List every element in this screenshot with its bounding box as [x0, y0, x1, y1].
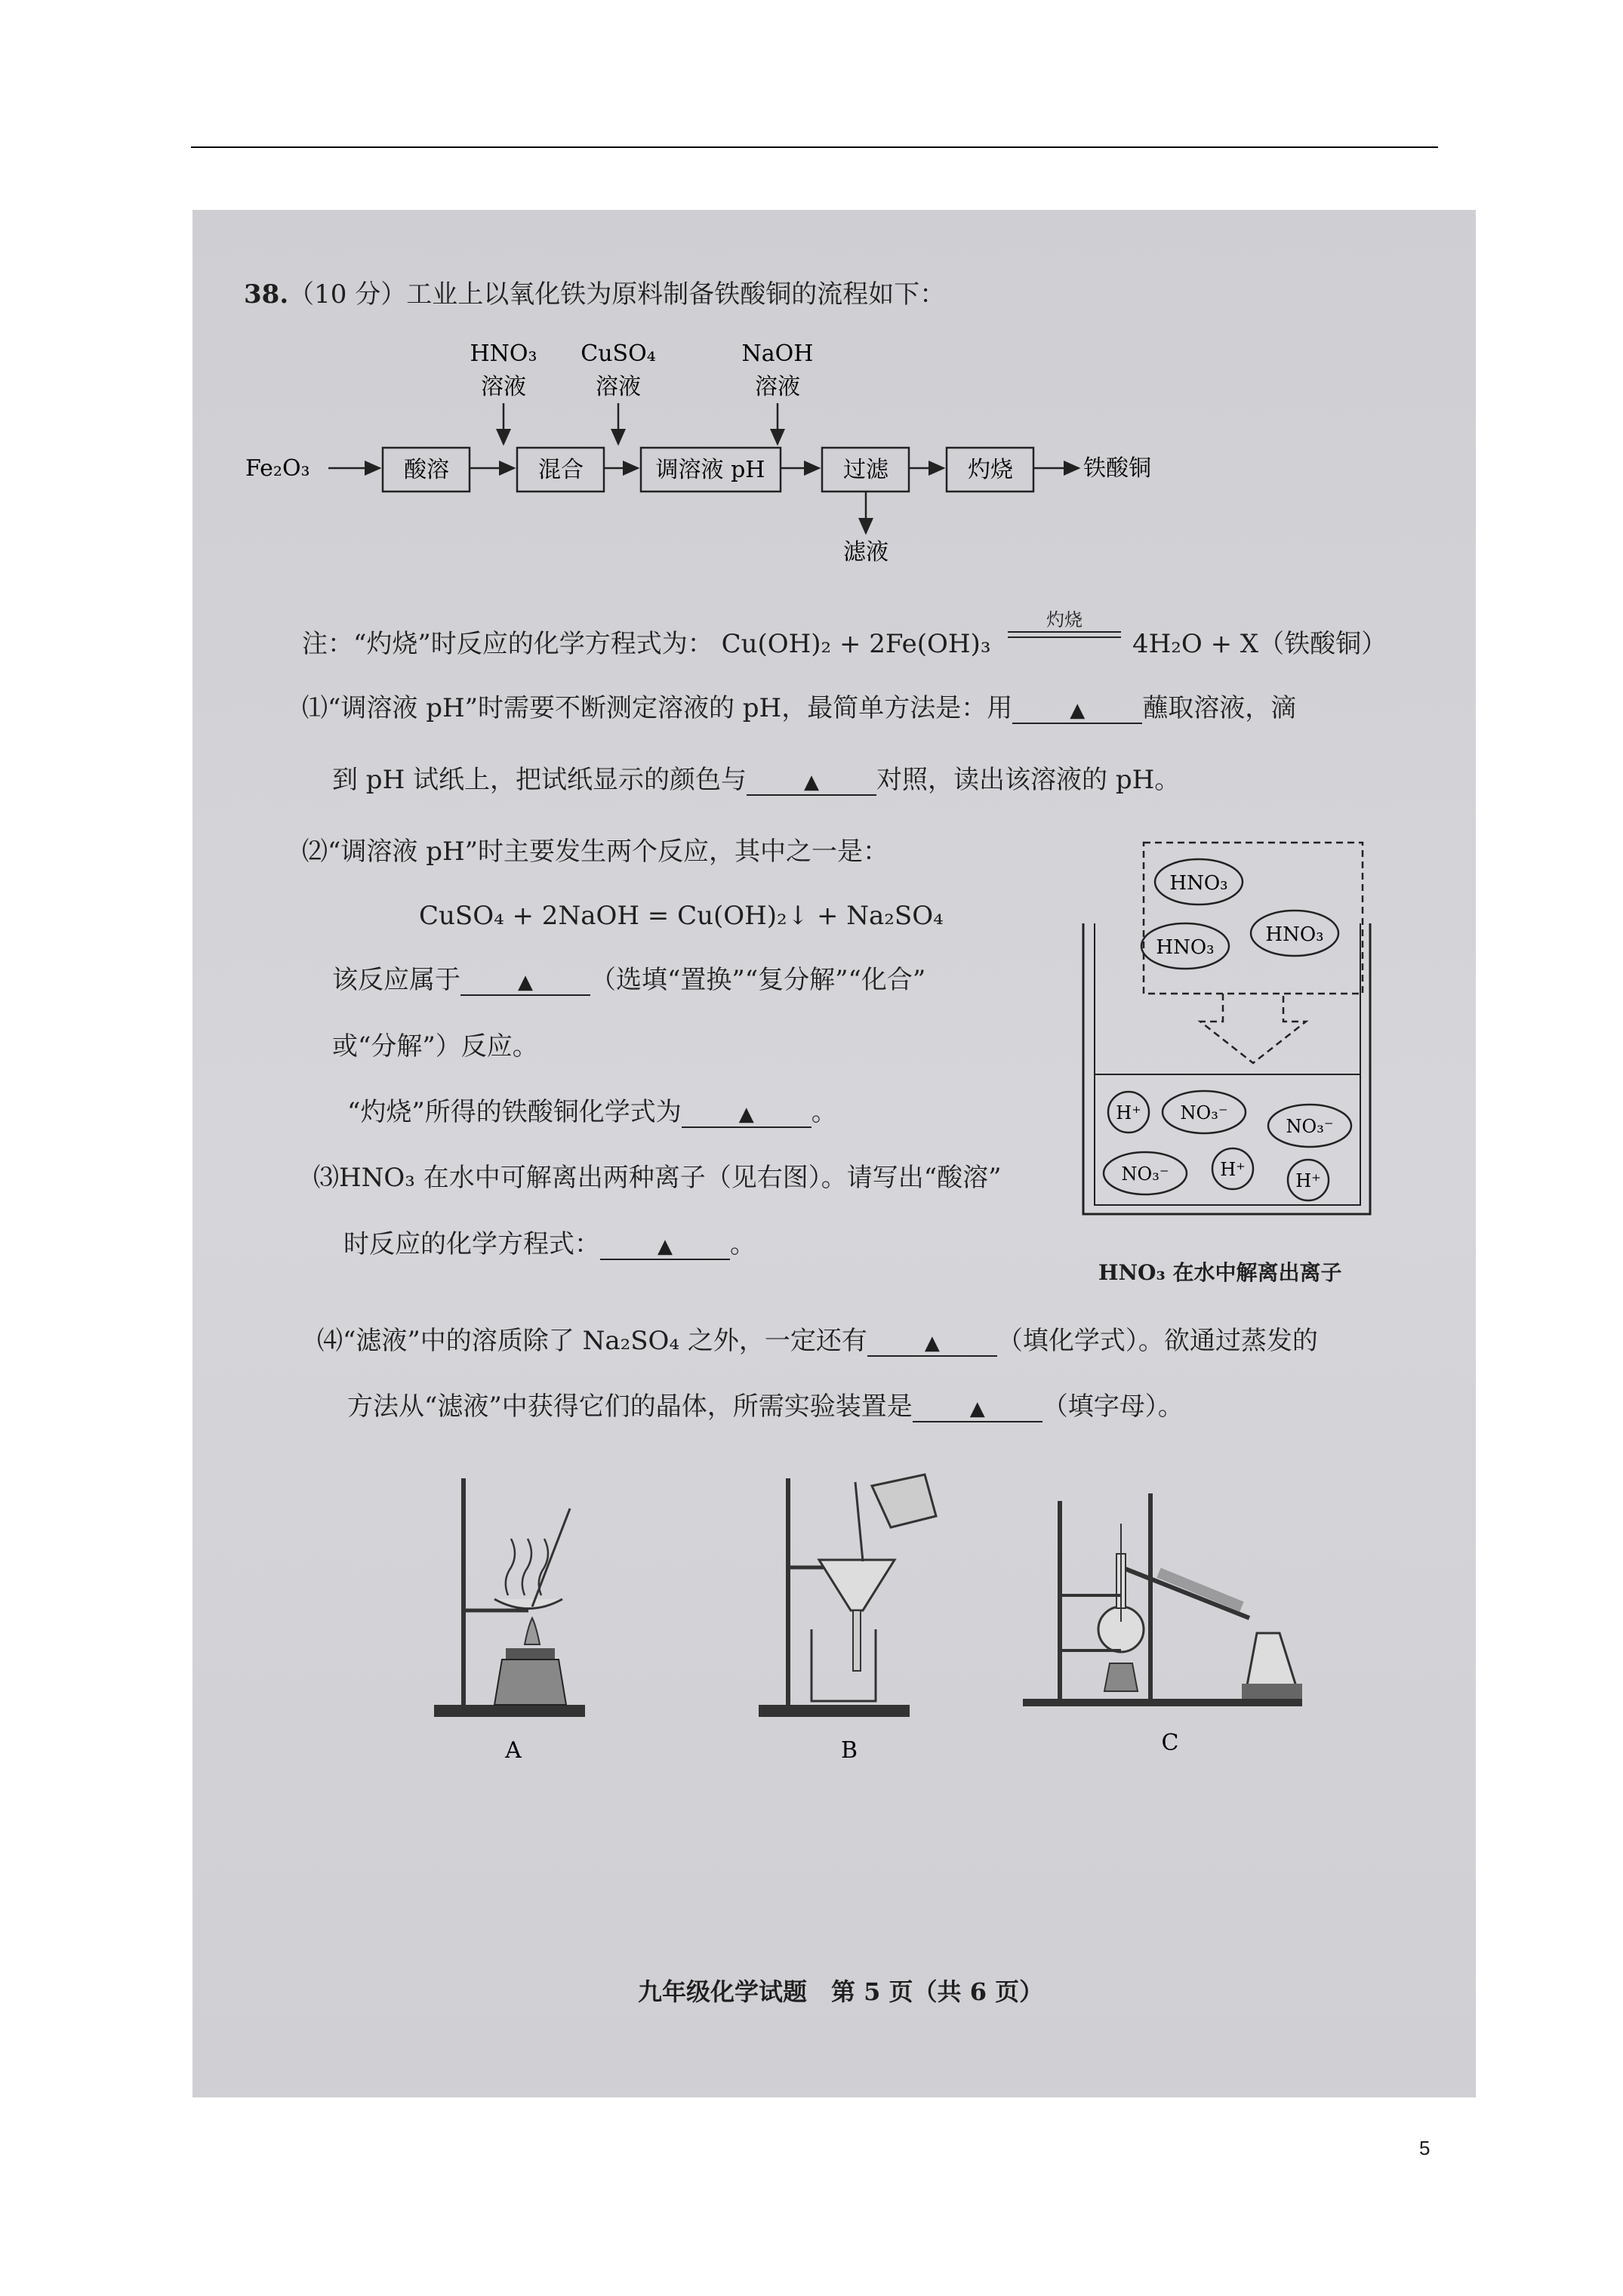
flow-product: 铁酸铜 [1083, 455, 1151, 482]
q2-line-3 [332, 965, 925, 996]
note-prefix: 注：“灼烧”时反应的化学方程式为： [302, 629, 713, 659]
ion-figure-caption: HNO₃ 在水中解离出离子 [1098, 1260, 1342, 1285]
q3-blank-1[interactable]: ▲ [600, 1232, 730, 1260]
q4-blank-1[interactable]: ▲ [867, 1329, 997, 1357]
page-number: 5 [1419, 2137, 1431, 2159]
flow-input-formula-1: HNO₃ [470, 341, 537, 367]
molecule-2: HNO₃ [1156, 936, 1215, 959]
ion-5: H⁺ [1220, 1159, 1246, 1180]
q4-blank-2[interactable]: ▲ [913, 1395, 1042, 1422]
q3-text-a: 时反应的化学方程式： [343, 1229, 600, 1259]
q1-line-2 [332, 765, 1180, 796]
flow-input-formula-3: NaOH [741, 341, 814, 367]
q2-equation: CuSO₄ + 2NaOH = Cu(OH)₂↓ + Na₂SO₄ [419, 901, 944, 931]
q1-line-1 [302, 693, 1296, 724]
flow-step-4: 过滤 [843, 457, 888, 483]
q1-text-c: 到 pH 试纸上，把试纸显示的颜色与 [332, 765, 747, 795]
apparatus-evaporation [419, 1456, 615, 1773]
flow-start: Fe₂O₃ [245, 455, 310, 482]
q4-line-1 [317, 1326, 1318, 1357]
q4-line-2 [347, 1391, 1184, 1422]
note-line [302, 629, 990, 659]
flow-step-5: 灼烧 [968, 457, 1013, 483]
q4-text-a: ⑷“滤液”中的溶质除了 Na₂SO₄ 之外，一定还有 [317, 1326, 867, 1356]
apparatus-distillation [1015, 1448, 1317, 1765]
flow-input-formula-2: CuSO₄ [581, 341, 656, 367]
q3-line-2 [343, 1229, 756, 1260]
ion-2: NO₃⁻ [1180, 1102, 1228, 1123]
ion-4: NO₃⁻ [1121, 1163, 1169, 1185]
q1-blank-2[interactable]: ▲ [747, 768, 876, 796]
note-lhs: Cu(OH)₂ + 2Fe(OH)₃ [721, 629, 991, 659]
ion-3: NO₃⁻ [1286, 1116, 1334, 1137]
q2-text-c: “灼烧”所得的铁酸铜化学式为 [347, 1097, 682, 1127]
question-heading [244, 279, 945, 310]
q2-blank-2[interactable]: ▲ [682, 1100, 812, 1128]
q4-text-b: （填化学式）。欲通过蒸发的 [996, 1326, 1318, 1356]
q3-text-b: 。 [730, 1229, 756, 1259]
question-number: 38. [244, 279, 289, 310]
molecule-3: HNO₃ [1265, 923, 1324, 946]
q1-blank-1[interactable]: ▲ [1012, 696, 1142, 724]
q2-text-b: （选填“置换”“复分解”“化合” [590, 965, 926, 995]
q2-blank-1[interactable]: ▲ [460, 968, 590, 996]
q3-line-1: ⑶HNO₃ 在水中可解离出两种离子（见右图）。请写出“酸溶” [313, 1163, 1002, 1193]
note-rhs: 4H₂O + X（铁酸铜） [1132, 629, 1387, 659]
flow-step-3: 调溶液 pH [655, 457, 765, 483]
ion-6: H⁺ [1295, 1170, 1321, 1191]
apparatus-label-c: C [1161, 1730, 1179, 1756]
ion-dissociation-figure [1061, 837, 1378, 1244]
header-rule [191, 146, 1438, 148]
process-flowchart [238, 338, 1219, 565]
condition-text: 灼烧 [1046, 609, 1083, 630]
q2-line-5 [347, 1097, 837, 1128]
q1-text-d: 对照，读出该溶液的 pH。 [876, 765, 1181, 795]
question-intro: （10 分）工业上以氧化铁为原料制备铁酸铜的流程如下： [288, 279, 946, 310]
exam-footer: 九年级化学试题 第 5 页（共 6 页） [638, 1977, 1044, 2006]
flow-step-2: 混合 [538, 457, 584, 483]
q2-line-1: ⑵“调溶液 pH”时主要发生两个反应，其中之一是： [302, 837, 888, 867]
flow-input-label-2: 溶液 [596, 374, 641, 400]
q2-text-d: 。 [811, 1097, 837, 1127]
apparatus-label-a: A [505, 1737, 522, 1764]
q1-text-b: 蘸取溶液，滴 [1142, 693, 1297, 723]
flow-input-label-1: 溶液 [481, 374, 526, 400]
flow-input-label-3: 溶液 [755, 374, 800, 400]
ion-1: H⁺ [1116, 1102, 1141, 1123]
q2-line-4: 或“分解”）反应。 [332, 1031, 538, 1062]
q1-text-a: ⑴“调溶液 pH”时需要不断测定溶液的 pH，最简单方法是：用 [302, 693, 1013, 723]
flow-step-1: 酸溶 [404, 457, 449, 483]
q4-text-d: （填字母）。 [1042, 1391, 1184, 1422]
q4-text-c: 方法从“滤液”中获得它们的晶体，所需实验装置是 [347, 1391, 913, 1422]
apparatus-label-b: B [840, 1737, 858, 1764]
flow-byproduct: 滤液 [843, 539, 888, 565]
scanned-page [192, 210, 1476, 2097]
condition-arrow [1008, 610, 1121, 638]
molecule-1: HNO₃ [1169, 872, 1228, 895]
q2-text-a: 该反应属于 [332, 965, 460, 995]
apparatus-filtration [736, 1456, 962, 1773]
